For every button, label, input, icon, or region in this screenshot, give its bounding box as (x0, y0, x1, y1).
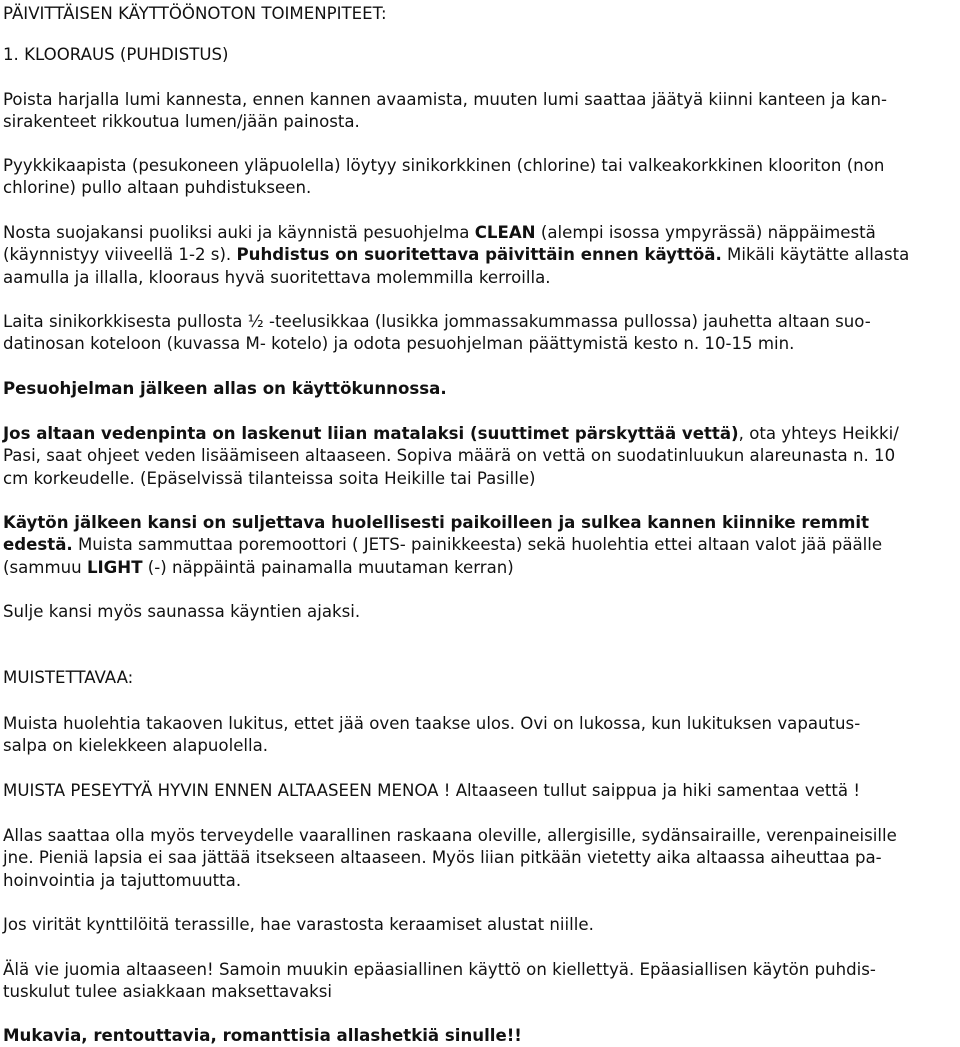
closing-line (3, 1025, 958, 1047)
text-line: Laita sinikorkkisesta pullosta ½ -teelusikkaa (lusikka jommassakummassa pullossa) jauhetta altaan suo- (3, 312, 871, 331)
ready-note: Pesuohjelman jälkeen allas on käyttökunnossa. (3, 379, 447, 398)
paragraph-candles: Jos virität kynttilöitä terassille, hae varastosta keraamiset alustat niille. (3, 915, 594, 934)
paragraph-ready-to-use (3, 378, 958, 400)
text-line: tuskulut tulee asiakkaan maksettavaksi (3, 982, 332, 1002)
text-line: Poista harjalla lumi kannesta, ennen kannen avaamista, muuten lumi saattaa jäätyä kiinni kanteen ja kan- (3, 90, 887, 109)
paragraph-sauna-cover: Sulje kansi myös saunassa käyntien ajaksi. (3, 602, 361, 621)
text-run: Nosta suojakansi puoliksi auki ja käynnistä pesuohjelma (3, 223, 475, 242)
paragraph-back-door (3, 713, 958, 758)
text-run: Muista sammuttaa poremoottori ( JETS- painikkeesta) sekä huolehtia ettei altaan valot jää päälle (72, 535, 883, 555)
text-line: Allas saattaa olla myös terveydelle vaarallinen raskaana oleville, allergisille, sydänsairaille, verenpaineisille (3, 826, 897, 845)
paragraph-snow-removal (3, 89, 958, 134)
text-run: (alempi isossa ympyrässä) näppäimestä (535, 223, 876, 242)
paragraph-chlorine-bottle (3, 155, 958, 200)
text-line: chlorine) pullo altaan puhdistukseen. (3, 178, 312, 198)
text-line: cm korkeudelle. (Epäselvissä tilanteissa soita Heikille tai Pasille) (3, 468, 536, 488)
text-line: datinosan koteloon (kuvassa M- kotelo) ja odota pesuohjelman päättymistä kesto n. 10-15 min. (3, 334, 795, 354)
light-button-label: LIGHT (86, 557, 143, 577)
text-line: Muista huolehtia takaoven lukitus, ettet jää oven taakse ulos. Ovi on lukossa, kun lukituksen vapautus- (3, 714, 861, 733)
paragraph-clean-program (3, 222, 958, 289)
daily-cleaning-note: Puhdistus on suoritettava päivittäin ennen käyttöä. (236, 245, 722, 265)
paragraph-after-use (3, 512, 958, 579)
clean-button-label: CLEAN (474, 223, 536, 242)
text-line: Älä vie juomia altaaseen! Samoin muukin epäasiallinen käyttö on kiellettyä. Epäasiallisen käytön puhdis- (3, 960, 876, 979)
section-title-klooraus: 1. KLOORAUS (PUHDISTUS) (3, 45, 229, 64)
text-run: , ota yhteys Heikki/ (738, 424, 899, 443)
paragraph-wash-before: MUISTA PESEYTYÄ HYVIN ENNEN ALTAASEEN MENOA ! Altaaseen tullut saippua ja hiki samentaa vettä ! (3, 781, 860, 800)
text-run: Mikäli käytätte allasta (721, 245, 910, 265)
paragraph-chlorine-dose (3, 311, 958, 356)
text-run: (-) näppäintä painamalla muutaman kerran) (142, 557, 514, 577)
text-line: hoinvointia ja tajuttomuutta. (3, 870, 242, 890)
water-level-warning: Jos altaan vedenpinta on laskenut liian matalaksi (suuttimet pärskyttää vettä) (3, 424, 739, 443)
cover-closing-note: Käytön jälkeen kansi on suljettava huolellisesti paikoilleen ja sulkea kannen kiinnike remmit (3, 513, 870, 532)
section-title-muistettavaa: MUISTETTAVAA: (3, 668, 134, 687)
closing-text: Mukavia, rentouttavia, romanttisia allashetkiä sinulle!! (3, 1026, 522, 1045)
cover-closing-note-end: edestä. (3, 535, 73, 555)
text-line: salpa on kielekkeen alapuolella. (3, 736, 269, 756)
text-line: Pasi, saat ohjeet veden lisäämiseen altaaseen. Sopiva määrä on vettä on suodatinluukun alareunasta n. 10 (3, 446, 896, 466)
text-line: sirakenteet rikkoutua lumen/jään painosta. (3, 112, 360, 132)
text-line: aamulla ja illalla, klooraus hyvä suoritettava molemmilla kerroilla. (3, 267, 551, 287)
paragraph-no-drinks (3, 959, 958, 1004)
text-line: Pyykkikaapista (pesukoneen yläpuolella) löytyy sinikorkkinen (chlorine) tai valkeakorkkinen klooriton (non (3, 156, 885, 175)
paragraph-health-warning (3, 825, 958, 892)
paragraph-water-level (3, 423, 958, 490)
text-run: (käynnistyy viiveellä 1-2 s). (3, 245, 237, 265)
text-line: jne. Pieniä lapsia ei saa jättää itsekseen altaaseen. Myös liian pitkään vietetty aika altaassa aiheuttaa pa- (3, 848, 882, 868)
text-run: (sammuu (3, 557, 87, 577)
page-heading: PÄIVITTÄISEN KÄYTTÖÖNOTON TOIMENPITEET: (3, 4, 387, 23)
